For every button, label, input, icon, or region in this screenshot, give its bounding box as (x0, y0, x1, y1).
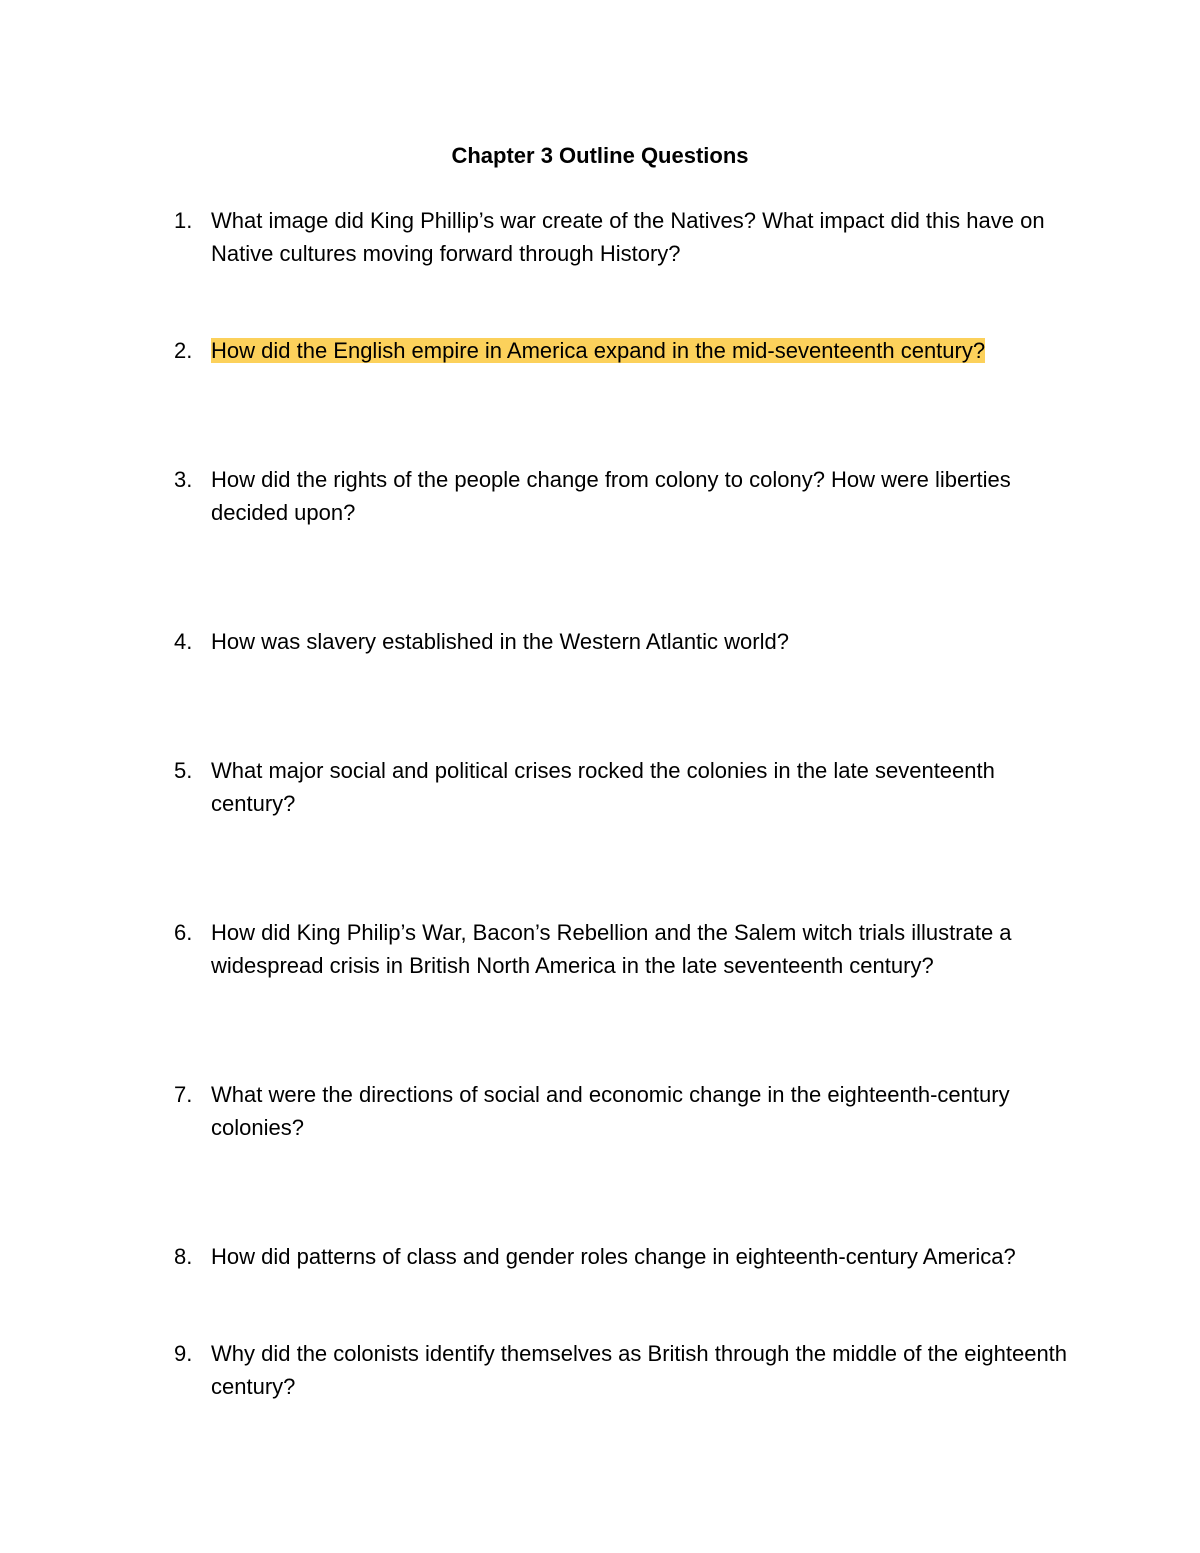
question-number: 6. (174, 920, 193, 945)
document-title: Chapter 3 Outline Questions (451, 143, 749, 168)
question-text: How did patterns of class and gender roles change in eighteenth-century America? (211, 1244, 1016, 1269)
question-number: 2. (174, 338, 193, 363)
question-number: 3. (174, 467, 193, 492)
question-number: 5. (174, 758, 193, 783)
question-number: 4. (174, 629, 193, 654)
question-number: 9. (174, 1341, 193, 1366)
highlighted-question-text: How did the English empire in America expand in the mid-seventeenth century? (211, 338, 986, 363)
question-text: How did King Philip’s War, Bacon’s Rebellion and the Salem witch trials illustrate a widespread crisis in British North America in the late seventeenth century? (211, 920, 1012, 978)
question-text: How was slavery established in the Western Atlantic world? (211, 629, 789, 654)
question-text-wrapper (211, 334, 1071, 367)
question-number: 1. (174, 208, 193, 233)
question-text: How did the rights of the people change from colony to colony? How were liberties decided upon? (211, 467, 1011, 525)
question-text: What were the directions of social and economic change in the eighteenth-century colonies? (211, 1082, 1010, 1140)
question-number: 7. (174, 1082, 193, 1107)
question-number: 8. (174, 1244, 193, 1269)
question-text: Why did the colonists identify themselves as British through the middle of the eighteenth century? (211, 1341, 1068, 1399)
question-text: What major social and political crises rocked the colonies in the late seventeenth century? (211, 758, 995, 816)
question-text: What image did King Phillip’s war create of the Natives? What impact did this have on Native cultures moving forward through History? (211, 208, 1045, 266)
